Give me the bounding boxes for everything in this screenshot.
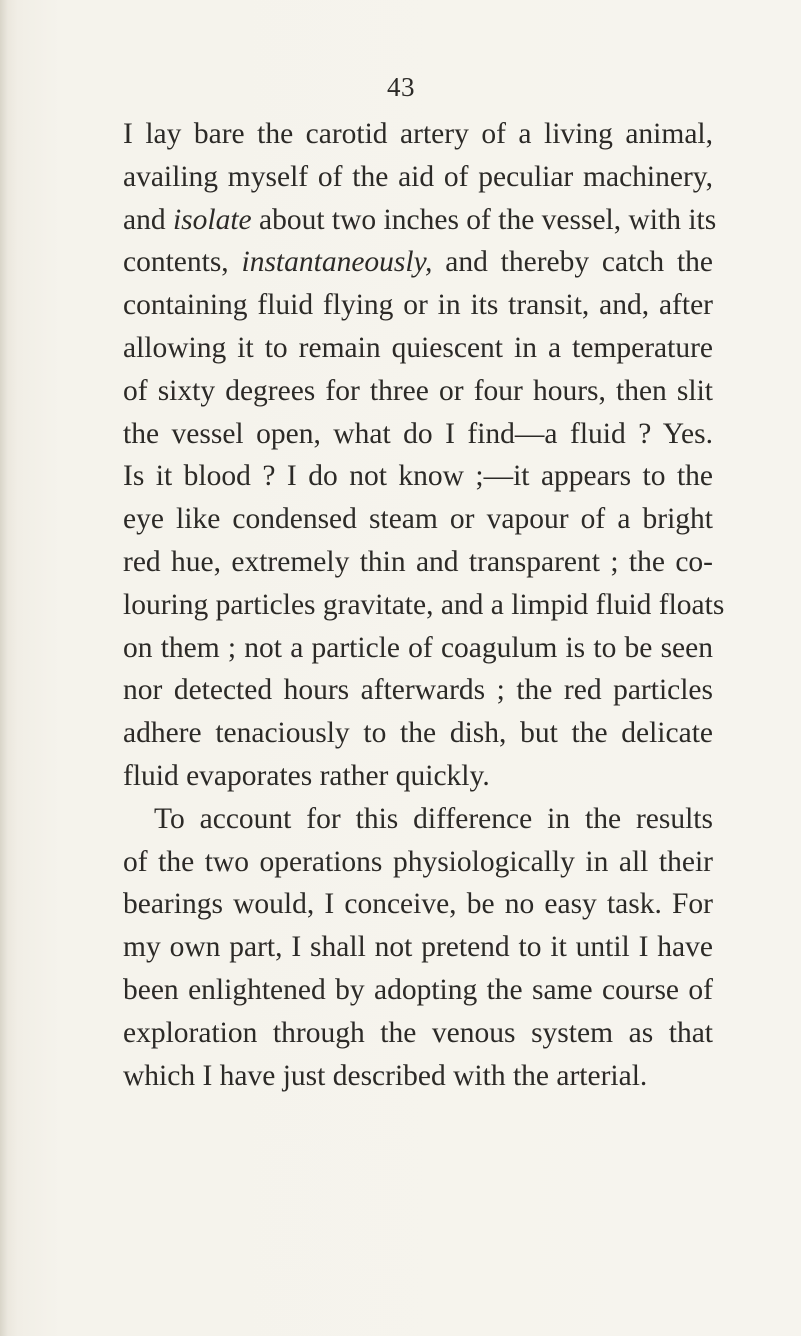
text-run: and thereby catch the (432, 246, 713, 279)
text-run: exploration through the venous system as that (123, 1016, 713, 1049)
text-line (123, 755, 713, 798)
text-line (123, 669, 713, 712)
text-run: contents, (123, 246, 242, 279)
text-run: and (123, 203, 173, 236)
text-line (123, 370, 713, 413)
text-line (123, 798, 713, 841)
text-line (123, 627, 713, 670)
text-line (123, 883, 713, 926)
text-line (123, 327, 713, 370)
text-run: been enlightened by adopting the same course of (123, 973, 713, 1006)
text-run: which I have just described with the arterial. (123, 1059, 648, 1092)
text-run: To account for this difference in the results (154, 802, 713, 835)
text-line (123, 926, 713, 969)
text-line (123, 455, 713, 498)
text-line (123, 841, 713, 884)
text-line (123, 241, 713, 284)
text-run: fluid evaporates rather quickly. (123, 759, 490, 792)
page-number: 43 (387, 72, 415, 102)
paragraph (123, 798, 713, 1098)
italic-text: isolate (172, 203, 252, 236)
text-line (123, 712, 713, 755)
text-run: containing fluid flying or in its transit, and, after (123, 289, 713, 322)
body-text (123, 113, 725, 1097)
text-run: I lay bare the carotid artery of a living animal, (123, 118, 713, 150)
text-line (123, 541, 713, 584)
text-line (123, 498, 713, 541)
text-line (123, 584, 725, 627)
text-run: louring particles gravitate, and a limpid fluid floats (123, 588, 725, 621)
text-run: Is it blood ? I do not know ;—it appears to the (123, 460, 713, 493)
text-run: availing myself of the aid of peculiar machinery, (123, 160, 713, 193)
text-line (123, 969, 713, 1012)
text-line (123, 413, 713, 456)
text-run: red hue, extremely thin and transparent ; the co- (123, 545, 713, 578)
text-line (123, 1012, 713, 1055)
text-run: adhere tenaciously to the dish, but the delicate (123, 717, 713, 750)
text-line (123, 284, 713, 327)
text-run: about two inches of the vessel, with its (251, 203, 717, 236)
text-line (123, 113, 713, 156)
text-run: my own part, I shall not pretend to it until I have (123, 931, 713, 964)
text-run: on them ; not a particle of coagulum is to be seen (123, 631, 713, 664)
text-run: of the two operations physiologically in all their (123, 845, 713, 878)
italic-text: instantaneously, (241, 246, 433, 279)
text-run: bearings would, I conceive, be no easy task. For (123, 888, 713, 921)
text-run: of sixty degrees for three or four hours, then slit (123, 374, 713, 407)
text-run: the vessel open, what do I find—a fluid ? Yes. (123, 417, 713, 450)
text-line (123, 1055, 713, 1098)
page-gutter-edge (0, 0, 8, 1336)
paragraph (123, 113, 725, 798)
text-line (123, 156, 713, 199)
text-run: eye like condensed steam or vapour of a bright (123, 503, 713, 536)
text-run: allowing it to remain quiescent in a temperature (123, 331, 713, 364)
text-line (123, 199, 717, 242)
text-run: nor detected hours afterwards ; the red particles (123, 674, 713, 707)
